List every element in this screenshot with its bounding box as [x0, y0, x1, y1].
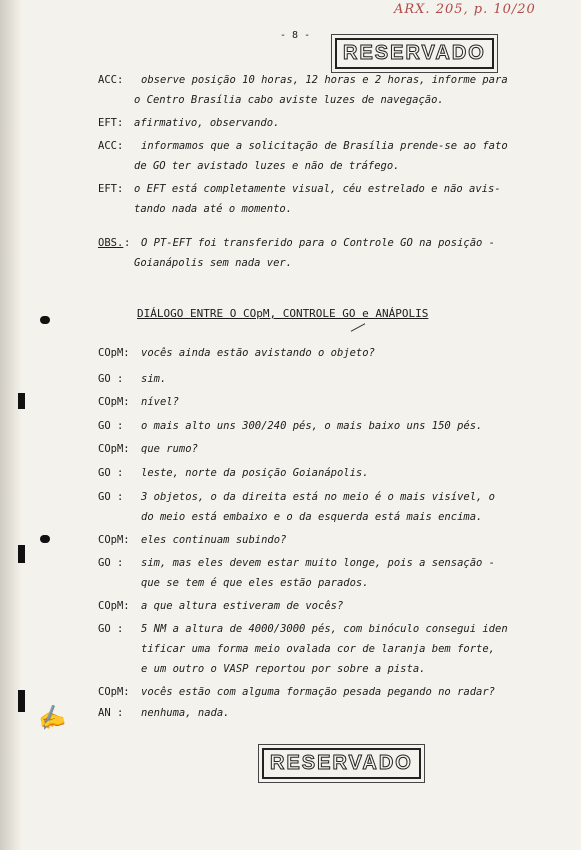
- speaker-label: GO :: [98, 557, 124, 569]
- dialogue-line: o mais alto uns 300/240 pés, o mais baixo uns 150 pés.: [141, 420, 483, 432]
- dialogue-line: e um outro o VASP reportou por sobre a pista.: [141, 663, 426, 675]
- obs-colon: :: [124, 237, 131, 249]
- archive-reference: ARX. 205, p. 10/20: [394, 2, 536, 17]
- dialogue-line: vocês ainda estão avistando o objeto?: [141, 347, 375, 359]
- speaker-label: ACC:: [98, 140, 124, 152]
- speaker-label: COpM:: [98, 347, 130, 359]
- punch-mark: [40, 316, 50, 324]
- dialogue-line: 5 NM a altura de 4000/3000 pés, com binóculo consegui iden: [141, 623, 508, 635]
- dialogue-line: o EFT está completamente visual, céu estrelado e não avis-: [134, 183, 501, 195]
- dialogue-line: sim, mas eles devem estar muito longe, pois a sensação -: [141, 557, 496, 569]
- speaker-label: ACC:: [98, 74, 124, 86]
- speaker-label: COpM:: [98, 443, 130, 455]
- dialogue-line: que se tem é que eles estão parados.: [141, 577, 369, 589]
- punch-mark: [18, 545, 25, 563]
- binding-edge: [0, 0, 22, 850]
- dialogue-line: sim.: [141, 373, 167, 385]
- section-title: DIÁLOGO ENTRE O COpM, CONTROLE GO e ANÁPOLIS: [137, 307, 429, 320]
- speaker-label: EFT:: [98, 183, 124, 195]
- page-number: - 8 -: [280, 30, 311, 41]
- dialogue-line: do meio está embaixo e o da esquerda está mais encima.: [141, 511, 483, 523]
- speaker-label: EFT:: [98, 117, 124, 129]
- reservado-stamp-bottom: RESERVADO: [262, 748, 421, 779]
- obs-line: O PT-EFT foi transferido para o Controle GO na posição -: [141, 237, 496, 249]
- dialogue-line: eles continuam subindo?: [141, 534, 287, 546]
- dialogue-line: nenhuma, nada.: [141, 707, 230, 719]
- dialogue-line: de GO ter avistado luzes e não de tráfego.: [134, 160, 400, 172]
- obs-label: OBS.: [98, 237, 124, 249]
- speaker-label: GO :: [98, 491, 124, 503]
- dialogue-line: nível?: [141, 396, 179, 408]
- dialogue-line: leste, norte da posição Goianápolis.: [141, 467, 369, 479]
- dialogue-line: vocês estão com alguma formação pesada pegando no radar?: [141, 686, 496, 698]
- punch-mark: [18, 690, 25, 712]
- dialogue-line: observe posição 10 horas, 12 horas e 2 horas, informe para: [141, 74, 508, 86]
- dialogue-line: informamos que a solicitação de Brasília prende-se ao fato: [141, 140, 508, 152]
- speaker-label: GO :: [98, 373, 124, 385]
- speaker-label: COpM:: [98, 600, 130, 612]
- speaker-label: AN :: [98, 707, 124, 719]
- speaker-label: GO :: [98, 420, 124, 432]
- speaker-label: COpM:: [98, 396, 130, 408]
- speaker-label: GO :: [98, 623, 124, 635]
- dialogue-line: 3 objetos, o da direita está no meio é o mais visível, o: [141, 491, 496, 503]
- dialogue-line: afirmativo, observando.: [134, 117, 280, 129]
- obs-line: Goianápolis sem nada ver.: [134, 257, 293, 269]
- speaker-label: COpM:: [98, 534, 130, 546]
- punch-mark: [18, 393, 25, 409]
- dialogue-line: que rumo?: [141, 443, 198, 455]
- speaker-label: GO :: [98, 467, 124, 479]
- dialogue-line: a que altura estiveram de vocês?: [141, 600, 344, 612]
- dialogue-line: o Centro Brasília cabo aviste luzes de navegação.: [134, 94, 444, 106]
- handwritten-mark: ✍: [35, 702, 69, 735]
- speaker-label: COpM:: [98, 686, 130, 698]
- dialogue-line: tando nada até o momento.: [134, 203, 293, 215]
- dialogue-line: tificar uma forma meio ovalada cor de laranja bem forte,: [141, 643, 496, 655]
- punch-mark: [40, 535, 50, 543]
- reservado-stamp-top: RESERVADO: [335, 38, 494, 69]
- pen-mark: [351, 323, 366, 331]
